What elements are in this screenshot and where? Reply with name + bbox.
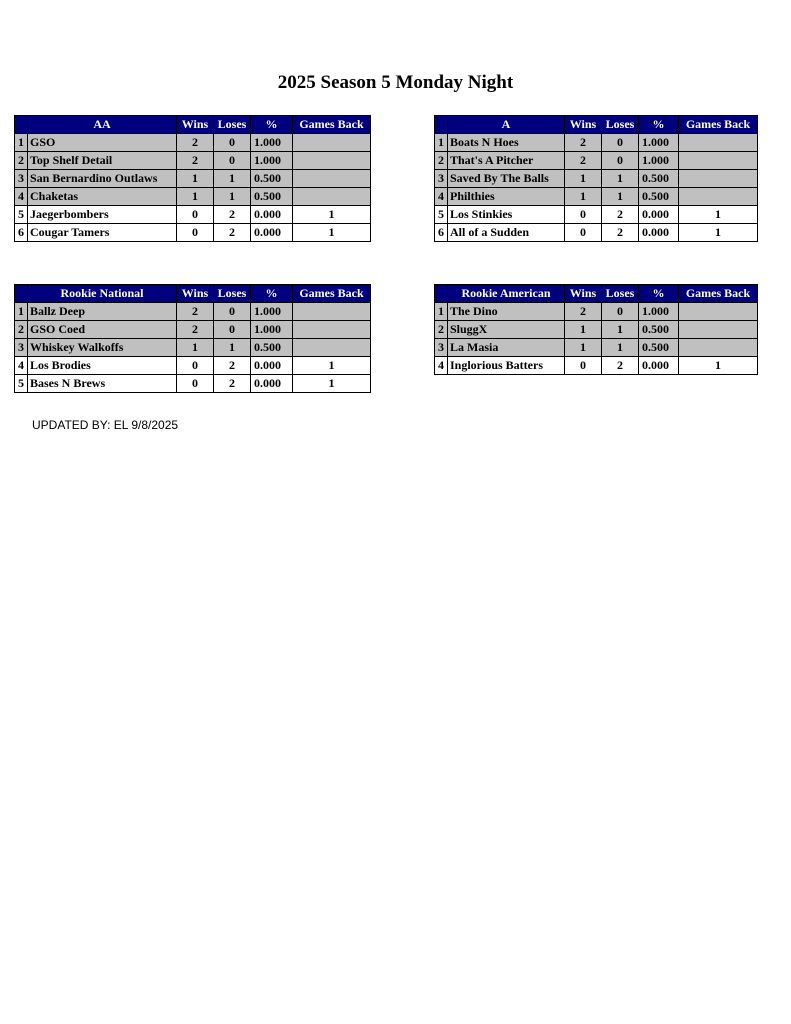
games-back-cell: 1 xyxy=(293,206,371,224)
team-cell: Philthies xyxy=(448,188,565,206)
wins-cell: 0 xyxy=(177,375,214,393)
wins-cell: 2 xyxy=(565,303,602,321)
header-rank xyxy=(15,285,28,303)
team-cell: Bases N Brews xyxy=(28,375,177,393)
rank-cell: 4 xyxy=(15,357,28,375)
pct-cell: 0.000 xyxy=(251,224,293,242)
games-back-cell xyxy=(293,134,371,152)
team-cell: Los Stinkies xyxy=(448,206,565,224)
team-cell: Chaketas xyxy=(28,188,177,206)
header-rank xyxy=(435,285,448,303)
wins-cell: 2 xyxy=(177,134,214,152)
loses-cell: 1 xyxy=(602,321,639,339)
rank-cell: 2 xyxy=(15,321,28,339)
team-cell: All of a Sudden xyxy=(448,224,565,242)
table-row xyxy=(15,224,371,242)
loses-cell: 1 xyxy=(214,339,251,357)
rank-cell: 6 xyxy=(435,224,448,242)
header-rank xyxy=(15,116,28,134)
loses-cell: 0 xyxy=(214,134,251,152)
team-cell: Boats N Hoes xyxy=(448,134,565,152)
rank-cell: 4 xyxy=(435,188,448,206)
rank-cell: 3 xyxy=(15,339,28,357)
rank-cell: 5 xyxy=(15,375,28,393)
table-row xyxy=(15,321,371,339)
loses-cell: 2 xyxy=(602,224,639,242)
division-name: Rookie National xyxy=(28,285,177,303)
standings-table-aa xyxy=(14,115,371,242)
header-games-back: Games Back xyxy=(293,116,371,134)
updated-by-note: UPDATED BY: EL 9/8/2025 xyxy=(32,418,179,432)
team-cell: San Bernardino Outlaws xyxy=(28,170,177,188)
table-row xyxy=(15,152,371,170)
table-row xyxy=(15,375,371,393)
games-back-cell xyxy=(679,170,758,188)
games-back-cell: 1 xyxy=(293,224,371,242)
pct-cell: 0.000 xyxy=(251,357,293,375)
games-back-cell xyxy=(679,152,758,170)
table-row xyxy=(435,339,758,357)
loses-cell: 0 xyxy=(214,303,251,321)
team-cell: GSO xyxy=(28,134,177,152)
games-back-cell xyxy=(293,188,371,206)
loses-cell: 0 xyxy=(214,152,251,170)
games-back-cell: 1 xyxy=(293,375,371,393)
rank-cell: 3 xyxy=(435,170,448,188)
pct-cell: 1.000 xyxy=(251,321,293,339)
rank-cell: 1 xyxy=(15,134,28,152)
pct-cell: 0.500 xyxy=(251,170,293,188)
wins-cell: 0 xyxy=(565,206,602,224)
loses-cell: 1 xyxy=(214,188,251,206)
rank-cell: 3 xyxy=(435,339,448,357)
pct-cell: 0.500 xyxy=(251,339,293,357)
wins-cell: 0 xyxy=(565,224,602,242)
header-games-back: Games Back xyxy=(679,116,758,134)
page-title: 2025 Season 5 Monday Night xyxy=(277,72,514,93)
rank-cell: 4 xyxy=(435,357,448,375)
team-cell: Top Shelf Detail xyxy=(28,152,177,170)
wins-cell: 1 xyxy=(177,188,214,206)
games-back-cell: 1 xyxy=(679,206,758,224)
header-pct: % xyxy=(251,116,293,134)
pct-cell: 0.000 xyxy=(251,375,293,393)
pct-cell: 1.000 xyxy=(251,152,293,170)
rank-cell: 6 xyxy=(15,224,28,242)
rank-cell: 1 xyxy=(435,303,448,321)
standings-table-rookie-american xyxy=(434,284,758,375)
header-pct: % xyxy=(251,285,293,303)
table-row xyxy=(435,188,758,206)
standings-table-rookie-national xyxy=(14,284,371,393)
header-wins: Wins xyxy=(177,285,214,303)
wins-cell: 1 xyxy=(565,339,602,357)
loses-cell: 2 xyxy=(214,357,251,375)
table-row xyxy=(15,357,371,375)
loses-cell: 0 xyxy=(602,152,639,170)
table-row xyxy=(15,134,371,152)
loses-cell: 0 xyxy=(214,321,251,339)
rank-cell: 4 xyxy=(15,188,28,206)
loses-cell: 1 xyxy=(602,339,639,357)
wins-cell: 1 xyxy=(177,170,214,188)
table-row xyxy=(15,188,371,206)
games-back-cell xyxy=(293,321,371,339)
table-row xyxy=(435,303,758,321)
games-back-cell xyxy=(293,152,371,170)
wins-cell: 1 xyxy=(565,170,602,188)
table-row xyxy=(435,170,758,188)
team-cell: Whiskey Walkoffs xyxy=(28,339,177,357)
pct-cell: 1.000 xyxy=(639,152,679,170)
team-cell: Ballz Deep xyxy=(28,303,177,321)
loses-cell: 1 xyxy=(214,170,251,188)
table-row xyxy=(435,206,758,224)
games-back-cell: 1 xyxy=(679,224,758,242)
wins-cell: 1 xyxy=(565,188,602,206)
pct-cell: 0.500 xyxy=(251,188,293,206)
loses-cell: 2 xyxy=(602,206,639,224)
division-name: AA xyxy=(28,116,177,134)
standings-table-a xyxy=(434,115,758,242)
games-back-cell xyxy=(293,339,371,357)
loses-cell: 1 xyxy=(602,170,639,188)
rank-cell: 5 xyxy=(435,206,448,224)
loses-cell: 2 xyxy=(214,224,251,242)
pct-cell: 1.000 xyxy=(251,134,293,152)
header-games-back: Games Back xyxy=(679,285,758,303)
pct-cell: 0.500 xyxy=(639,188,679,206)
games-back-cell: 1 xyxy=(679,357,758,375)
division-name: Rookie American xyxy=(448,285,565,303)
games-back-cell xyxy=(293,303,371,321)
team-cell: The Dino xyxy=(448,303,565,321)
loses-cell: 2 xyxy=(602,357,639,375)
wins-cell: 0 xyxy=(177,206,214,224)
pct-cell: 1.000 xyxy=(251,303,293,321)
team-cell: Jaegerbombers xyxy=(28,206,177,224)
rank-cell: 3 xyxy=(15,170,28,188)
team-cell: That's A Pitcher xyxy=(448,152,565,170)
rank-cell: 2 xyxy=(435,321,448,339)
wins-cell: 0 xyxy=(565,357,602,375)
wins-cell: 0 xyxy=(177,357,214,375)
header-loses: Loses xyxy=(602,285,639,303)
wins-cell: 1 xyxy=(565,321,602,339)
loses-cell: 0 xyxy=(602,303,639,321)
team-cell: GSO Coed xyxy=(28,321,177,339)
header-wins: Wins xyxy=(565,116,602,134)
table-row xyxy=(15,339,371,357)
wins-cell: 2 xyxy=(177,303,214,321)
rank-cell: 5 xyxy=(15,206,28,224)
pct-cell: 1.000 xyxy=(639,303,679,321)
games-back-cell: 1 xyxy=(293,357,371,375)
games-back-cell xyxy=(679,188,758,206)
header-pct: % xyxy=(639,285,679,303)
rank-cell: 1 xyxy=(15,303,28,321)
rank-cell: 2 xyxy=(435,152,448,170)
loses-cell: 1 xyxy=(602,188,639,206)
games-back-cell xyxy=(679,134,758,152)
table-row xyxy=(15,170,371,188)
table-row xyxy=(435,357,758,375)
header-loses: Loses xyxy=(602,116,639,134)
header-rank xyxy=(435,116,448,134)
wins-cell: 2 xyxy=(177,152,214,170)
pct-cell: 0.500 xyxy=(639,170,679,188)
games-back-cell xyxy=(679,321,758,339)
pct-cell: 0.500 xyxy=(639,321,679,339)
wins-cell: 0 xyxy=(177,224,214,242)
table-row xyxy=(435,321,758,339)
team-cell: La Masia xyxy=(448,339,565,357)
wins-cell: 2 xyxy=(565,134,602,152)
pct-cell: 0.500 xyxy=(639,339,679,357)
team-cell: Cougar Tamers xyxy=(28,224,177,242)
header-loses: Loses xyxy=(214,285,251,303)
team-cell: Saved By The Balls xyxy=(448,170,565,188)
games-back-cell xyxy=(679,339,758,357)
team-cell: SluggX xyxy=(448,321,565,339)
table-row xyxy=(15,206,371,224)
games-back-cell xyxy=(679,303,758,321)
header-games-back: Games Back xyxy=(293,285,371,303)
loses-cell: 2 xyxy=(214,206,251,224)
table-row xyxy=(15,303,371,321)
header-wins: Wins xyxy=(177,116,214,134)
rank-cell: 1 xyxy=(435,134,448,152)
pct-cell: 0.000 xyxy=(639,224,679,242)
header-wins: Wins xyxy=(565,285,602,303)
games-back-cell xyxy=(293,170,371,188)
pct-cell: 1.000 xyxy=(639,134,679,152)
team-cell: Los Brodies xyxy=(28,357,177,375)
table-row xyxy=(435,134,758,152)
pct-cell: 0.000 xyxy=(251,206,293,224)
header-pct: % xyxy=(639,116,679,134)
wins-cell: 2 xyxy=(177,321,214,339)
rank-cell: 2 xyxy=(15,152,28,170)
loses-cell: 2 xyxy=(214,375,251,393)
header-loses: Loses xyxy=(214,116,251,134)
loses-cell: 0 xyxy=(602,134,639,152)
table-row xyxy=(435,152,758,170)
division-name: A xyxy=(448,116,565,134)
wins-cell: 2 xyxy=(565,152,602,170)
pct-cell: 0.000 xyxy=(639,206,679,224)
wins-cell: 1 xyxy=(177,339,214,357)
pct-cell: 0.000 xyxy=(639,357,679,375)
team-cell: Inglorious Batters xyxy=(448,357,565,375)
table-row xyxy=(435,224,758,242)
